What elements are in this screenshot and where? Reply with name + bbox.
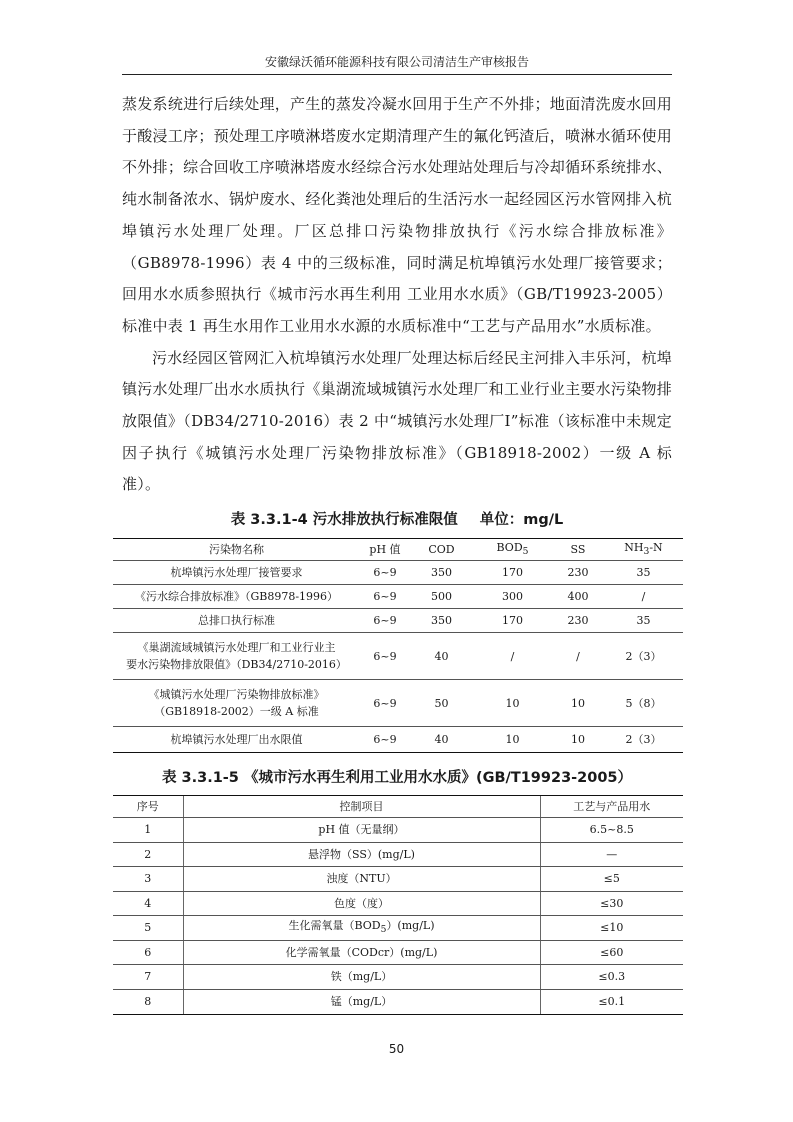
cell-ss: 10 xyxy=(552,727,604,753)
table-header-row xyxy=(113,539,683,561)
table-row xyxy=(113,916,683,941)
cell-no: 2 xyxy=(113,842,183,867)
cell-value: ≤5 xyxy=(540,867,683,892)
cell-name: 总排口执行标准 xyxy=(113,609,360,633)
cell-no: 5 xyxy=(113,916,183,941)
cell-value: — xyxy=(540,842,683,867)
cell-no: 4 xyxy=(113,891,183,916)
cell-value: ≤0.3 xyxy=(540,965,683,990)
paragraph-2: 污水经园区管网汇入杭埠镇污水处理厂处理达标后经民主河排入丰乐河，杭埠镇污水处理厂出水水质执行《巢湖流域城镇污水处理厂和工业行业主要水污染物排放限值》（DB34/2710-2016）表 2 中“城镇污水处理厂Ⅰ”标准（该标准中未规定因子执行《城镇污水处理厂污染物排放标准》（GB18918-2002）一级 A 标准）。 xyxy=(122,348,672,494)
page-header: 安徽绿沃循环能源科技有限公司清洁生产审核报告 xyxy=(264,55,529,69)
cell-value: ≤0.1 xyxy=(540,989,683,1014)
cell-name: 《巢湖流域城镇污水处理厂和工业行业主 要水污染物排放限值》（DB34/2710-2016） xyxy=(113,633,360,680)
table1-title: 表 3.3.1-4 污水排放执行标准限值 xyxy=(230,512,458,528)
cell-cod: 40 xyxy=(410,633,473,680)
cell-cod: 50 xyxy=(410,680,473,727)
body-text xyxy=(122,89,672,501)
table2-caption: 表 3.3.1-5 《城市污水再生利用工业用水水质》(GB/T19923-2005） xyxy=(161,770,633,786)
col-header-nh3n: $NH_3-N$ xyxy=(604,539,683,561)
cell-item: pH 值（无量纲） xyxy=(183,818,540,843)
cell-no: 8 xyxy=(113,989,183,1014)
col-header-bod: $BOD_5$ xyxy=(473,539,552,561)
cell-no: 6 xyxy=(113,940,183,965)
table-row xyxy=(113,727,683,753)
cell-cod: 350 xyxy=(410,561,473,585)
cell-cod: 500 xyxy=(410,585,473,609)
cell-ph: 6~9 xyxy=(360,609,410,633)
cell-value: ≤60 xyxy=(540,940,683,965)
cell-ph: 6~9 xyxy=(360,680,410,727)
table-row xyxy=(113,609,683,633)
col-header-ph: pH 值 xyxy=(360,539,410,561)
header-rule xyxy=(122,74,672,75)
table-row xyxy=(113,940,683,965)
cell-bod: 10 xyxy=(473,727,552,753)
table-header-row xyxy=(113,796,683,818)
cell-item: 铁（mg/L） xyxy=(183,965,540,990)
cell-ss: 400 xyxy=(552,585,604,609)
table-row xyxy=(113,680,683,727)
paragraph-1: 蒸发系统进行后续处理，产生的蒸发冷凝水回用于生产不外排；地面清洗废水回用于酸浸工序；预处理工序喷淋塔废水定期清理产生的氟化钙渣后，喷淋水循环使用不外排；综合回收工序喷淋塔废水经综合污水处理站处理后与冷却循环系统排水、纯水制备浓水、锅炉废水、经化粪池处理后的生活污水一起经园区污水管网排入杭埠镇污水处理厂处理。厂区总排口污染物排放执行《污水综合排放标准》（GB8978-1996）表 4 中的三级标准，同时满足杭埠镇污水处理厂接管要求；回用水水质参照执行《城市污水再生利用 工业用水水质》（GB/T19923-2005）标准中表 1 再生水用作工业用水水源的水质标准中“工艺与产品用水”水质标准。 xyxy=(122,95,672,335)
cell-cod: 40 xyxy=(410,727,473,753)
emission-standards-table xyxy=(113,538,683,753)
cell-ss: 230 xyxy=(552,609,604,633)
cell-ph: 6~9 xyxy=(360,633,410,680)
cell-name: 《污水综合排放标准》（GB8978-1996） xyxy=(113,585,360,609)
table-row xyxy=(113,867,683,892)
cell-item: 锰（mg/L） xyxy=(183,989,540,1014)
cell-no: 7 xyxy=(113,965,183,990)
table-row xyxy=(113,561,683,585)
cell-value: 6.5~8.5 xyxy=(540,818,683,843)
col-header-ss: SS xyxy=(552,539,604,561)
cell-bod: / xyxy=(473,633,552,680)
table-row xyxy=(113,965,683,990)
table-row xyxy=(113,842,683,867)
cell-ph: 6~9 xyxy=(360,585,410,609)
cell-nh3n: 35 xyxy=(604,609,683,633)
cell-ph: 6~9 xyxy=(360,561,410,585)
col-header-item: 控制项目 xyxy=(183,796,540,818)
cell-bod: 170 xyxy=(473,609,552,633)
cell-item: 浊度（NTU） xyxy=(183,867,540,892)
cell-item: 化学需氧量（CODcr）(mg/L) xyxy=(183,940,540,965)
cell-nh3n: 2（3） xyxy=(604,633,683,680)
cell-ss: / xyxy=(552,633,604,680)
table-row xyxy=(113,891,683,916)
col-header-cod: COD xyxy=(410,539,473,561)
table1-caption xyxy=(122,510,672,530)
cell-name: 《城镇污水处理厂污染物排放标准》 （GB18918-2002）一级 A 标准 xyxy=(113,680,360,727)
table-row xyxy=(113,633,683,680)
col-header-value: 工艺与产品用水 xyxy=(540,796,683,818)
cell-nh3n: 2（3） xyxy=(604,727,683,753)
col-header-no: 序号 xyxy=(113,796,183,818)
cell-item: 悬浮物（SS）(mg/L) xyxy=(183,842,540,867)
cell-bod: 300 xyxy=(473,585,552,609)
cell-item: 色度（度） xyxy=(183,891,540,916)
cell-value: ≤10 xyxy=(540,916,683,941)
cell-cod: 350 xyxy=(410,609,473,633)
page-number: 50 xyxy=(388,1042,405,1056)
col-header-pollutant: 污染物名称 xyxy=(113,539,360,561)
cell-no: 1 xyxy=(113,818,183,843)
cell-nh3n: 5（8） xyxy=(604,680,683,727)
cell-bod: 170 xyxy=(473,561,552,585)
cell-ph: 6~9 xyxy=(360,727,410,753)
cell-value: ≤30 xyxy=(540,891,683,916)
cell-item: 生化需氧量$(BOD_5)(mg/L)$ xyxy=(183,916,540,941)
table-row xyxy=(113,989,683,1014)
cell-no: 3 xyxy=(113,867,183,892)
table-row xyxy=(113,818,683,843)
cell-bod: 10 xyxy=(473,680,552,727)
reclaimed-water-quality-table xyxy=(113,795,683,1015)
table1-unit: 单位：mg/L xyxy=(479,512,564,528)
cell-name: 杭埠镇污水处理厂出水限值 xyxy=(113,727,360,753)
cell-name: 杭埠镇污水处理厂接管要求 xyxy=(113,561,360,585)
table-row xyxy=(113,585,683,609)
cell-ss: 10 xyxy=(552,680,604,727)
cell-nh3n: / xyxy=(604,585,683,609)
cell-nh3n: 35 xyxy=(604,561,683,585)
cell-ss: 230 xyxy=(552,561,604,585)
